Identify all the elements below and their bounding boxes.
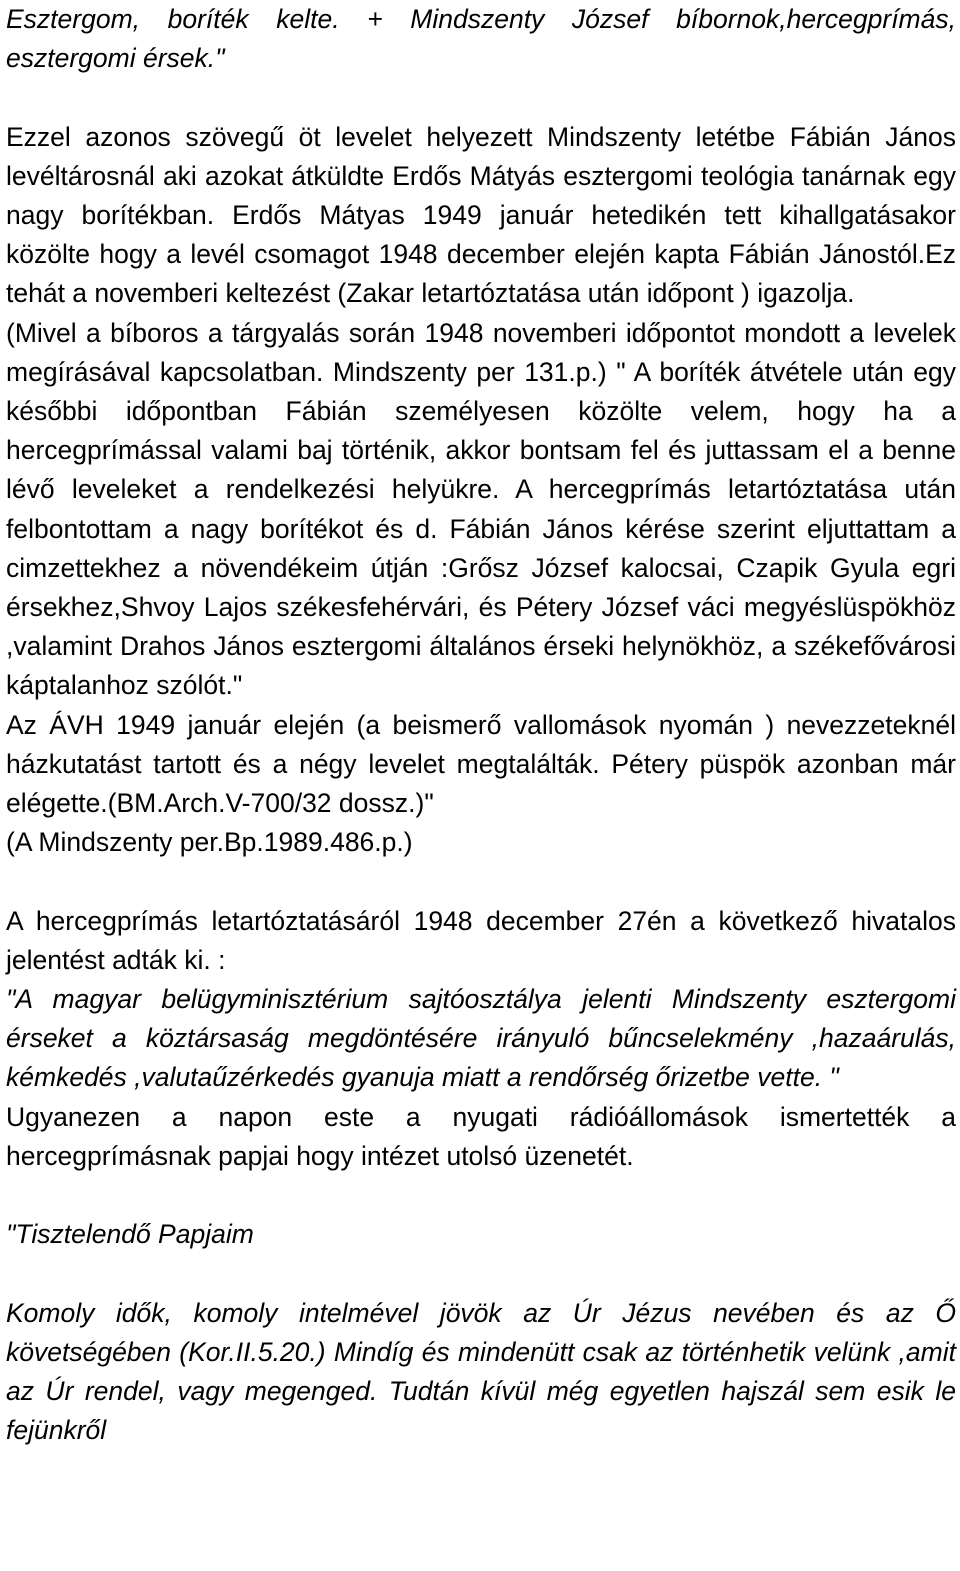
paragraph-avh-search: Az ÁVH 1949 január elején (a beismerő vallomások nyomán ) nevezzeteknél házkutatást tartott és a négy levelet megtalálták. Pétery püspök azonban már elégette.(BM.Arch.V-700/32 dossz.)": [6, 709, 956, 819]
blank-line: [6, 1176, 956, 1215]
paragraph-letter-body: Komoly idők, komoly intelmével jövök az Úr Jézus nevében és az Ő követségében (Kor.II.5.20.) Mindíg és mindenütt csak az történhetik velünk ,amit az Úr rendel, vagy megenged. Tudtán kívül még egyetlen hajszál sem esik le fejünkről: [6, 1297, 956, 1446]
paragraph-letter-salutation: "Tisztelendő Papjaim: [6, 1219, 254, 1250]
blank-line: [6, 78, 956, 117]
paragraph-letters-deposit: Ezzel azonos szövegű öt levelet helyezett Mindszenty letétbe Fábián János levéltárosnál aki azokat átküldte Erdős Mátyás esztergomi teológia tanárnak egy nagy borítékban. Erdős Mátyas 1949 január hetedikén tett kihallgatásakor közölte hogy a levél csomagot 1948 december elején kapta Fábián Jánostól.Ez tehát a novemberi keltezést (Zakar letartóztatása után időpont ) igazolja.: [6, 121, 956, 309]
document-page: [6, 0, 956, 1450]
paragraph-official-report-intro: A hercegprímás letartóztatásáról 1948 december 27én a következő hivatalos jelentést adták ki. :: [6, 905, 956, 975]
blank-line: [6, 862, 956, 901]
blank-line: [6, 1254, 956, 1293]
paragraph-envelope-date: Esztergom, boríték kelte. + Mindszenty József bíbornok,hercegprímás, esztergomi érsek.": [6, 4, 956, 74]
paragraph-citation: (A Mindszenty per.Bp.1989.486.p.): [6, 827, 413, 858]
paragraph-cardinal-trial: (Mivel a bíboros a tárgyalás során 1948 novemberi időpontot mondott a levelek megírásával kapcsolatban. Mindszenty per 131.p.) " A boríték átvétele után egy későbbi időpontban Fábián személyesen közölte velem, hogy ha a hercegprímással valami baj történik, akkor bontsam fel és juttassam el a benne lévő leveleket a rendelkezési helyükre. A hercegprímás letartóztatása után felbontottam a nagy borítékot és d. Fábián János kérése szerint eljuttattam a cimzettekhez a növendékeim útján :Grősz József kalocsai, Czapik Gyula egri érsekhez,Shvoy Lajos székesfehérvári, és Pétery József váci megyéslüspökhöz ,valamint Drahos János esztergomi általános érseki helynökhöz, a székefővárosi káptalanhoz szólót.": [6, 317, 956, 701]
paragraph-radio-broadcast: Ugyanezen a napon este a nyugati rádióállomások ismertették a hercegprímásnak papjai hogy intézet utolsó üzenetét.: [6, 1101, 956, 1171]
paragraph-official-report-quote: "A magyar belügyminisztérium sajtóosztálya jelenti Mindszenty esztergomi érseket a köztársaság megdöntésére irányuló bűncselekmény ,hazaárulás, kémkedés ,valutaűzérkedés gyanuja miatt a rendőrség őrizetbe vette. ": [6, 984, 956, 1093]
